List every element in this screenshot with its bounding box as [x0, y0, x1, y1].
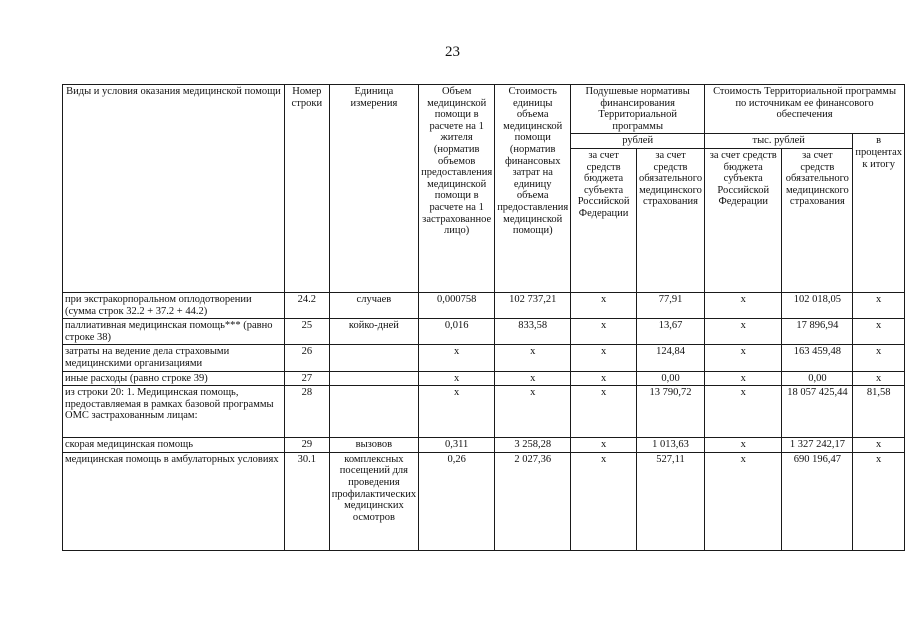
cell-unit: койко-дней [329, 319, 418, 345]
table-row [63, 452, 905, 550]
header-volume: Объем медицинской помощи в расчете на 1 жителя (норматив объемов предоставления медицинской помощи в расчете на 1 застрахованное лицо) [419, 85, 495, 293]
header-tc-budget: за счет средств бюджета субъекта Российской Федерации [705, 148, 782, 292]
cell-kind: из строки 20: 1. Медицинская помощь, предоставляемая в рамках базовой программы ОМС застрахованным лицам: [63, 386, 285, 438]
cell-tc-oms: 0,00 [782, 371, 853, 386]
cell-pc-oms: 77,91 [636, 292, 704, 318]
cell-percent: х [853, 319, 905, 345]
header-unit-thousand-rubles: тыс. рублей [705, 134, 853, 149]
cell-kind: скорая медицинская помощь [63, 438, 285, 453]
cell-volume: х [419, 371, 495, 386]
cell-percent: х [853, 292, 905, 318]
cell-pc-budget: х [571, 452, 637, 550]
cell-tc-budget: х [705, 452, 782, 550]
cell-tc-budget: х [705, 319, 782, 345]
header-pc-budget: за счет средств бюджета субъекта Российской Федерации [571, 148, 637, 292]
cell-pc-budget: х [571, 319, 637, 345]
funding-table [62, 84, 905, 551]
cell-tc-budget: х [705, 292, 782, 318]
cell-num: 30.1 [284, 452, 329, 550]
cell-volume: х [419, 386, 495, 438]
cell-pc-oms: 13,67 [636, 319, 704, 345]
cell-pc-oms: 124,84 [636, 345, 704, 371]
cell-percent: х [853, 371, 905, 386]
cell-pc-oms: 527,11 [636, 452, 704, 550]
header-tc-oms: за счет средств обязательного медицинского страхования [782, 148, 853, 292]
cell-pc-oms: 0,00 [636, 371, 704, 386]
cell-pc-budget: х [571, 438, 637, 453]
cell-percent: х [853, 452, 905, 550]
cell-cost: х [495, 386, 571, 438]
cell-tc-oms: 17 896,94 [782, 319, 853, 345]
cell-cost: х [495, 345, 571, 371]
cell-num: 24.2 [284, 292, 329, 318]
table-row [63, 292, 905, 318]
cell-kind: паллиативная медицинская помощь*** (равно строке 38) [63, 319, 285, 345]
cell-tc-budget: х [705, 386, 782, 438]
cell-tc-budget: х [705, 371, 782, 386]
cell-kind: затраты на ведение дела страховыми медицинскими организациями [63, 345, 285, 371]
cell-tc-budget: х [705, 438, 782, 453]
cell-pc-budget: х [571, 345, 637, 371]
table-row [63, 345, 905, 371]
cell-cost: 833,58 [495, 319, 571, 345]
cell-cost: 3 258,28 [495, 438, 571, 453]
cell-pc-oms: 13 790,72 [636, 386, 704, 438]
table-row [63, 386, 905, 438]
table-row [63, 438, 905, 453]
header-cost-group: Стоимость Территориальной программы по источникам ее финансового обеспечения [705, 85, 905, 134]
header-kind: Виды и условия оказания медицинской помощи [63, 85, 285, 293]
header-pc-oms: за счет средств обязательного медицинского страхования [636, 148, 704, 292]
page-number: 23 [445, 44, 460, 60]
cell-unit [329, 371, 418, 386]
cell-pc-oms: 1 013,63 [636, 438, 704, 453]
cell-unit: случаев [329, 292, 418, 318]
header-unit-rubles: рублей [571, 134, 705, 149]
cell-volume: 0,016 [419, 319, 495, 345]
cell-num: 25 [284, 319, 329, 345]
cell-tc-oms: 690 196,47 [782, 452, 853, 550]
cell-percent: х [853, 438, 905, 453]
cell-volume: 0,26 [419, 452, 495, 550]
header-per-capita-group: Подушевые нормативы финансирования Территориальной программы [571, 85, 705, 134]
cell-unit: комплексных посещений для проведения профилактических медицинских осмотров [329, 452, 418, 550]
cell-num: 27 [284, 371, 329, 386]
cell-cost: 102 737,21 [495, 292, 571, 318]
cell-volume: х [419, 345, 495, 371]
cell-unit [329, 386, 418, 438]
cell-tc-oms: 163 459,48 [782, 345, 853, 371]
cell-percent: х [853, 345, 905, 371]
cell-tc-oms: 102 018,05 [782, 292, 853, 318]
cell-tc-oms: 18 057 425,44 [782, 386, 853, 438]
cell-kind: медицинская помощь в амбулаторных условиях [63, 452, 285, 550]
cell-cost: х [495, 371, 571, 386]
cell-pc-budget: х [571, 292, 637, 318]
cell-tc-oms: 1 327 242,17 [782, 438, 853, 453]
cell-percent: 81,58 [853, 386, 905, 438]
cell-num: 26 [284, 345, 329, 371]
cell-tc-budget: х [705, 345, 782, 371]
header-row-number: Номер строки [284, 85, 329, 293]
cell-kind: иные расходы (равно строке 39) [63, 371, 285, 386]
cell-volume: 0,311 [419, 438, 495, 453]
cell-pc-budget: х [571, 371, 637, 386]
header-percent: в процентах к итогу [853, 134, 905, 293]
table-row [63, 371, 905, 386]
cell-pc-budget: х [571, 386, 637, 438]
cell-kind: при экстракорпоральном оплодотворении (сумма строк 32.2 + 37.2 + 44.2) [63, 292, 285, 318]
header-cost-unit: Стоимость единицы объема медицинской помощи (норматив финансовых затрат на единицу объема предоставления медицинской помощи) [495, 85, 571, 293]
header-unit: Единица измерения [329, 85, 418, 293]
cell-cost: 2 027,36 [495, 452, 571, 550]
cell-unit: вызовов [329, 438, 418, 453]
table-row [63, 319, 905, 345]
cell-num: 28 [284, 386, 329, 438]
cell-volume: 0,000758 [419, 292, 495, 318]
cell-num: 29 [284, 438, 329, 453]
cell-unit [329, 345, 418, 371]
